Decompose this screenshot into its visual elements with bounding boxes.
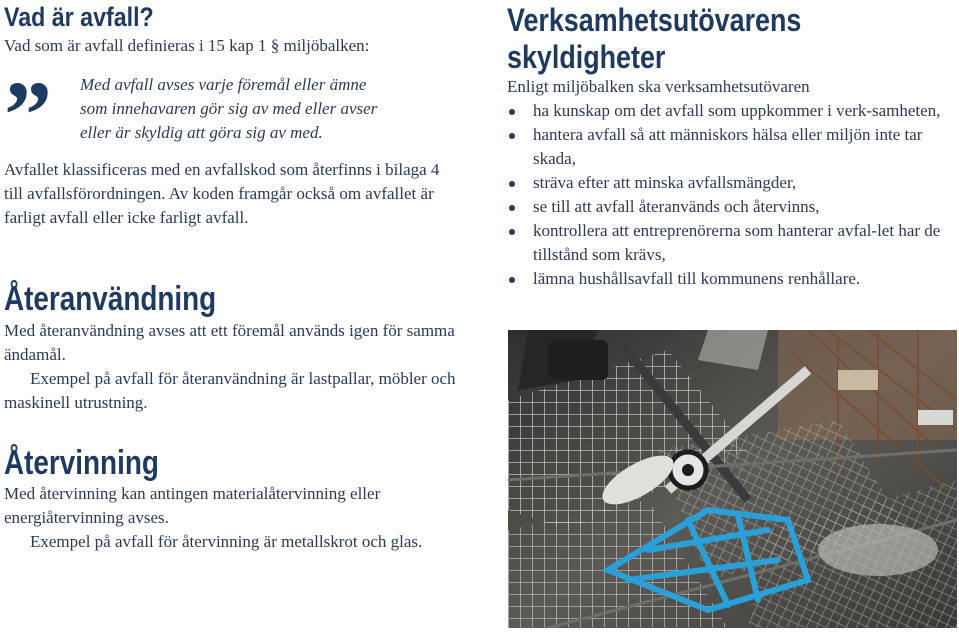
definition-intro: Vad som är avfall definieras i 15 kap 1 § miljöbalken: — [4, 36, 370, 55]
duties-heading-line1: Verksamhetsutövarens — [507, 2, 802, 38]
reuse-heading: Återanvändning — [4, 280, 217, 318]
reuse-section — [4, 319, 462, 415]
reuse-example: Exempel på avfall för återanvändning är lastpallar, möbler och maskinell utrustning. — [4, 369, 456, 412]
quote-text — [80, 73, 377, 145]
quote-line: Med avfall avses varje föremål eller ämne — [80, 75, 367, 94]
classification-text: Avfallet klassificeras med en avfallskod som återfinns i bilaga 4 till avfallsförordningen. Av koden framgår också om avfallet är farligt avfall eller icke farligt avfall. — [4, 160, 440, 227]
recycling-heading: Återvinning — [4, 444, 159, 482]
scrap-metal-photo — [508, 330, 957, 628]
list-item: kontrollera att entreprenörerna som hanterar avfal-let har de tillstånd som krävs, — [507, 219, 953, 267]
page-title: Vad är avfall? — [4, 2, 154, 32]
recycling-text: Med återvinning kan antingen materialåtervinning eller energiåtervinning avses. — [4, 484, 381, 527]
quote-line: eller är skyldig att göra sig av med. — [80, 123, 323, 142]
quote-mark-icon: ” — [4, 61, 52, 168]
quote-line: som innehavaren gör sig av med eller avser — [80, 99, 378, 118]
recycling-example: Exempel på avfall för återvinning är metallskrot och glas. — [30, 532, 423, 551]
duties-intro: Enligt miljöbalken ska verksamhetsutövaren — [507, 77, 810, 96]
reuse-text: Med återanvändning avses att ett föremål används igen för samma ändamål. — [4, 321, 455, 364]
recycling-section — [4, 482, 462, 554]
list-item: se till att avfall återanvänds och återvinns, — [507, 195, 953, 219]
list-item: sträva efter att minska avfallsmängder, — [507, 171, 953, 195]
duties-heading-line2: skyldigheter — [507, 39, 666, 75]
law-quote — [4, 61, 464, 168]
duties-list — [507, 99, 953, 291]
list-item: ha kunskap om det avfall som uppkommer i verk-samheten, — [507, 99, 953, 123]
list-item: lämna hushållsavfall till kommunens renhållare. — [507, 267, 953, 291]
list-item: hantera avfall så att människors hälsa eller miljön inte tar skada, — [507, 123, 953, 171]
